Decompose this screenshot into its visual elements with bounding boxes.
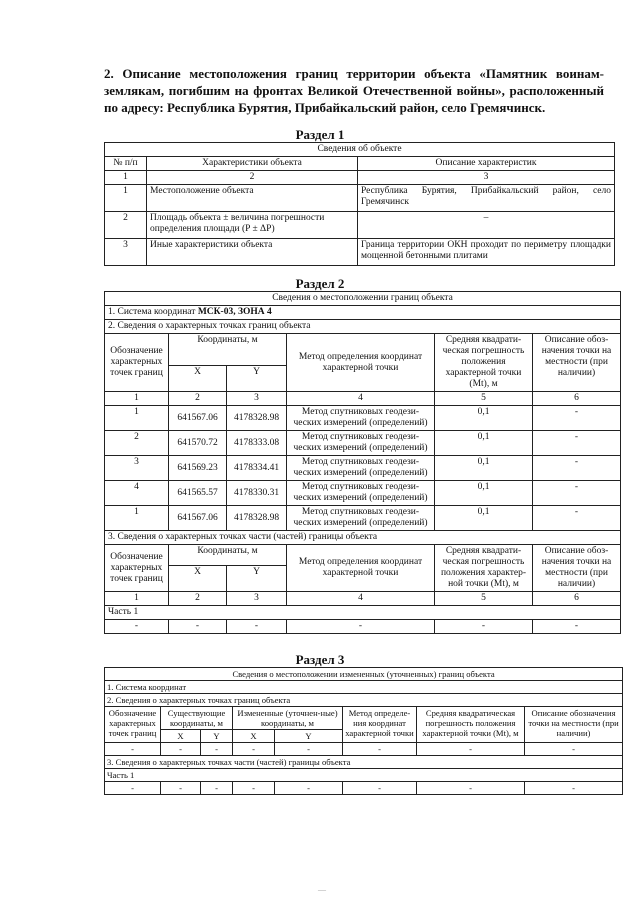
cell-dash: - — [275, 743, 343, 756]
row-number: 2 — [105, 212, 147, 239]
col-header-x: X — [161, 730, 201, 743]
col-header-x: X — [169, 566, 227, 592]
cell-dash: - — [161, 782, 201, 795]
row-characteristic: Площадь объекта ± величина погрешности определения площади (P ± ΔP) — [147, 212, 358, 239]
point-precision: 0,1 — [435, 506, 533, 531]
point-method: Метод спутниковых геодези-ческих измерений (определений) — [287, 406, 435, 431]
col-header-y: Y — [227, 366, 287, 392]
col-header-method: Метод определения координат характерной точки — [287, 545, 435, 592]
table-title: Сведения о местоположении границ объекта — [105, 292, 621, 306]
subsection-heading: 3. Сведения о характерных точках части (частей) границы объекта — [105, 756, 623, 769]
cell-dash: - — [233, 743, 275, 756]
point-method: Метод спутниковых геодези-ческих измерений (определений) — [287, 431, 435, 456]
col-header-designation: Обозначение характерных точек границ — [105, 545, 169, 592]
coordinate-system: 1. Система координат — [105, 681, 623, 694]
cell-dash: - — [525, 743, 623, 756]
point-id: 4 — [105, 481, 169, 506]
object-info-table — [104, 142, 615, 266]
col-header-changed-coords: Измененные (уточнен-ные) координаты, м — [233, 707, 343, 730]
col-header-precision: Средняя квадрати-ческая погрешность положения характер-ной точки (Mt), м — [435, 545, 533, 592]
cell-dash: - — [343, 782, 417, 795]
cell-dash: - — [105, 743, 161, 756]
row-number: 3 — [105, 239, 147, 266]
col-number: 3 — [358, 171, 615, 185]
col-number: 5 — [435, 392, 533, 406]
col-number: 4 — [287, 592, 435, 606]
point-id: 1 — [105, 406, 169, 431]
table-row — [105, 431, 621, 456]
col-header-y: Y — [201, 730, 233, 743]
row-characteristic: Иные характеристики объекта — [147, 239, 358, 266]
col-header-existing-coords: Существующие координаты, м — [161, 707, 233, 730]
point-description: - — [533, 456, 621, 481]
cell-dash: - — [533, 620, 621, 634]
table-row — [105, 185, 615, 212]
cell-dash: - — [105, 782, 161, 795]
col-header-description: Описание характеристик — [358, 157, 615, 171]
cell-dash: - — [275, 782, 343, 795]
point-y: 4178333.08 — [227, 431, 287, 456]
point-precision: 0,1 — [435, 431, 533, 456]
point-x: 641570.72 — [169, 431, 227, 456]
point-description: - — [533, 481, 621, 506]
cell-dash: - — [201, 743, 233, 756]
col-header-precision: Средняя квадратическая погрешность положения характерной точки (Mt), м — [417, 707, 525, 743]
cell-dash: - — [525, 782, 623, 795]
point-x: 641569.23 — [169, 456, 227, 481]
point-y: 4178328.98 — [227, 406, 287, 431]
table-title: Сведения о местоположении измененных (уточненных) границ объекта — [105, 668, 623, 681]
changed-boundary-table — [104, 667, 623, 795]
point-id: 3 — [105, 456, 169, 481]
col-header-description: Описание обозначения точки на местности (при наличии) — [525, 707, 623, 743]
cell-dash: - — [233, 782, 275, 795]
col-header-y: Y — [275, 730, 343, 743]
table-row — [105, 239, 615, 266]
col-number: 6 — [533, 592, 621, 606]
col-header-method: Метод определе-ния координат характерной точки — [343, 707, 417, 743]
cell-dash: - — [287, 620, 435, 634]
point-id: 1 — [105, 506, 169, 531]
col-header-x: X — [169, 366, 227, 392]
col-header-precision: Средняя квадрати-ческая погрешность положения характерной точки (Mt), м — [435, 334, 533, 392]
point-id: 2 — [105, 431, 169, 456]
point-precision: 0,1 — [435, 456, 533, 481]
col-header-coordinates: Координаты, м — [169, 334, 287, 366]
col-header-designation: Обозначение характерных точек границ — [105, 707, 161, 743]
coordinate-system — [105, 306, 621, 320]
point-description: - — [533, 431, 621, 456]
cell-dash: - — [105, 620, 169, 634]
section-1-title: Раздел 1 — [295, 127, 345, 142]
row-description: Республика Бурятия, Прибайкальский район, село Гремячинск — [358, 185, 615, 212]
col-number: 1 — [105, 392, 169, 406]
col-number: 6 — [533, 392, 621, 406]
subsection-heading: 2. Сведения о характерных точках границ объекта — [105, 320, 621, 334]
coordinate-system-value: МСК-03, ЗОНА 4 — [197, 307, 272, 317]
col-header-x: X — [233, 730, 275, 743]
cell-dash: - — [417, 782, 525, 795]
point-x: 641567.06 — [169, 506, 227, 531]
col-number: 5 — [435, 592, 533, 606]
subsection-heading: 2. Сведения о характерных точках границ объекта — [105, 694, 623, 707]
coordinate-system-label: 1. Система координат — [108, 307, 198, 317]
document-heading: 2. Описание местоположения границ территории объекта «Памятник воинам-землякам, погибшим на фронтах Великой Отечественной войны», расположенный по адресу: Республика Бурятия, Прибайкальский район, село Гремячинск. — [104, 66, 604, 115]
table-row — [105, 406, 621, 431]
col-number: 4 — [287, 392, 435, 406]
subsection-heading: 3. Сведения о характерных точках части (частей) границы объекта — [105, 531, 621, 545]
col-header-characteristics: Характеристики объекта — [147, 157, 358, 171]
boundary-points-table — [104, 291, 621, 634]
cell-dash: - — [169, 620, 227, 634]
row-description: – — [358, 212, 615, 239]
col-header-coordinates: Координаты, м — [169, 545, 287, 566]
col-header-method: Метод определения координат характерной точки — [287, 334, 435, 392]
col-header-y: Y — [227, 566, 287, 592]
col-header-description: Описание обоз-начения точки на местности (при наличии) — [533, 334, 621, 392]
col-number: 2 — [147, 171, 358, 185]
point-method: Метод спутниковых геодези-ческих измерений (определений) — [287, 506, 435, 531]
cell-dash: - — [435, 620, 533, 634]
col-number: 2 — [169, 392, 227, 406]
col-number: 1 — [105, 592, 169, 606]
point-precision: 0,1 — [435, 481, 533, 506]
table-row — [105, 481, 621, 506]
col-number: 3 — [227, 392, 287, 406]
row-characteristic: Местоположение объекта — [147, 185, 358, 212]
cell-dash: - — [343, 743, 417, 756]
table-title: Сведения об объекте — [105, 143, 615, 157]
col-header-description: Описание обоз-начения точки на местности (при наличии) — [533, 545, 621, 592]
point-y: 4178328.98 — [227, 506, 287, 531]
table-row — [105, 782, 623, 795]
section-2-title: Раздел 2 — [295, 276, 345, 291]
col-number: 3 — [227, 592, 287, 606]
point-method: Метод спутниковых геодези-ческих измерений (определений) — [287, 481, 435, 506]
section-3-title: Раздел 3 — [295, 652, 345, 667]
row-number: 1 — [105, 185, 147, 212]
point-precision: 0,1 — [435, 406, 533, 431]
point-x: 641565.57 — [169, 481, 227, 506]
col-number: 2 — [169, 592, 227, 606]
point-description: - — [533, 406, 621, 431]
point-method: Метод спутниковых геодези-ческих измерений (определений) — [287, 456, 435, 481]
table-row — [105, 743, 623, 756]
cell-dash: - — [417, 743, 525, 756]
point-y: 4178334.41 — [227, 456, 287, 481]
part-label: Часть 1 — [105, 769, 623, 782]
point-y: 4178330.31 — [227, 481, 287, 506]
table-row — [105, 506, 621, 531]
table-row — [105, 456, 621, 481]
part-label: Часть 1 — [105, 606, 621, 620]
cell-dash: - — [161, 743, 201, 756]
col-number: 1 — [105, 171, 147, 185]
page-number: — — [318, 885, 326, 894]
cell-dash: - — [227, 620, 287, 634]
row-description: Граница территории ОКН проходит по периметру площадки мощенной бетонными плитами — [358, 239, 615, 266]
cell-dash: - — [201, 782, 233, 795]
table-row — [105, 620, 621, 634]
table-row — [105, 212, 615, 239]
point-description: - — [533, 506, 621, 531]
point-x: 641567.06 — [169, 406, 227, 431]
col-header-designation: Обозначение характерных точек границ — [105, 334, 169, 392]
col-header-number: № п/п — [105, 157, 147, 171]
